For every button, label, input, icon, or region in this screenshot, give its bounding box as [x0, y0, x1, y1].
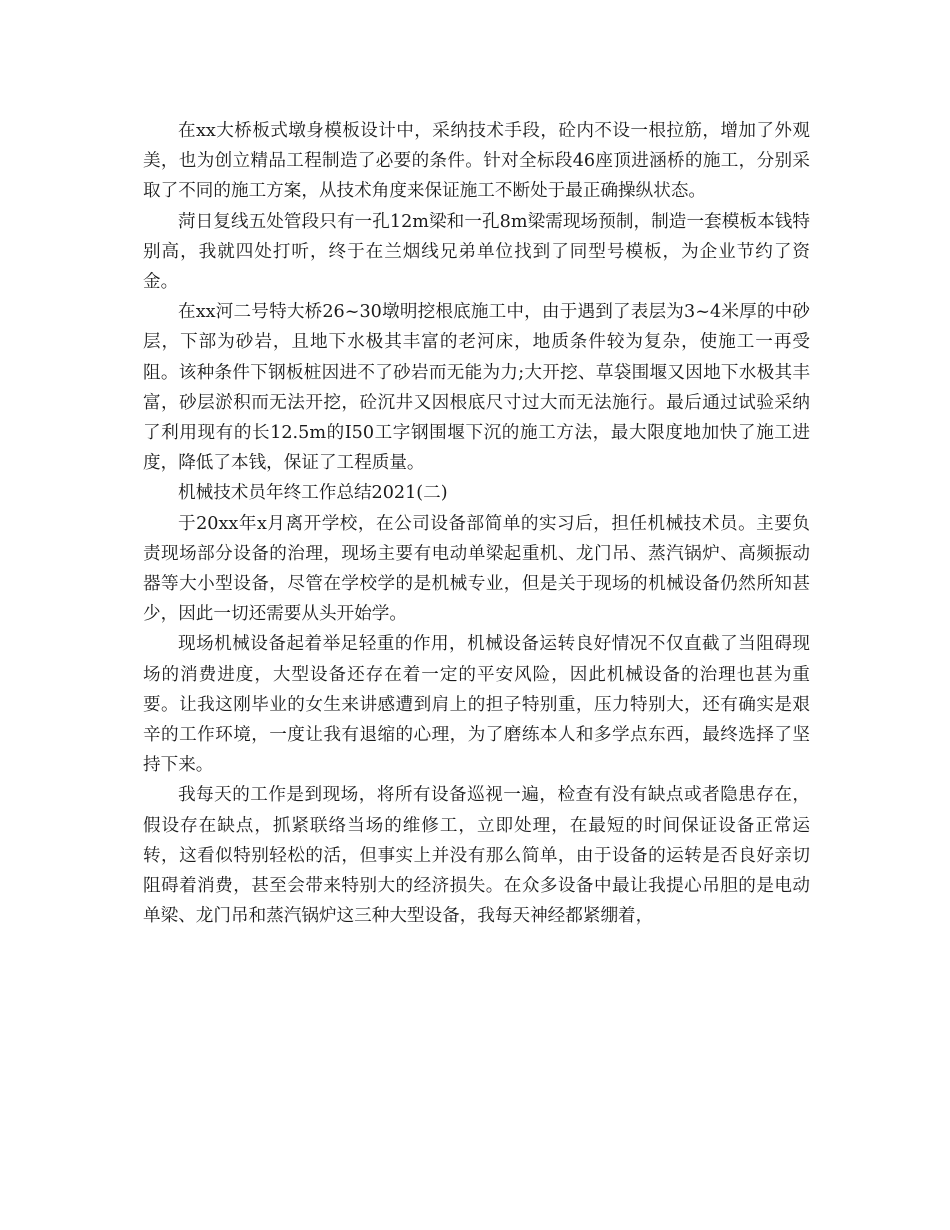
paragraph-foundation-construction: 在xx河二号特大桥26~30墩明挖根底施工中，由于遇到了表层为3~4米厚的中砂层，下部为砂岩，且地下水极其丰富的老河床，地质条件较为复杂，使施工一再受阻。该种条件下钢板桩因进不了砂岩而无能为力;大开挖、草袋围堰又因地下水极其丰富，砂层淤积而无法开挖，砼沉井又因根底尺寸过大而无法施行。最后通过试验采纳了利用现有的长12.5m的I50工字钢围堰下沉的施工方法，最大限度地加快了施工进度，降低了本钱，保证了工程质量。	[143, 302, 810, 474]
paragraph-bridge-formwork: 在xx大桥板式墩身模板设计中，采纳技术手段，砼内不设一根拉筋，增加了外观美，也为创立精品工程制造了必要的条件。针对全标段46座顶进涵桥的施工，分别采取了不同的施工方案，从技术角度来保证施工不断处于最正确操纵状态。	[143, 121, 810, 202]
paragraph-beam-template: 菏日复线五处管段只有一孔12m梁和一孔8m梁需现场预制，制造一套模板本钱特别高，我就四处打听，终于在兰烟线兄弟单位找到了同型号模板，为企业节约了资金。	[143, 211, 810, 293]
section-heading: 机械技术员年终工作总结2021(二)	[178, 483, 448, 504]
paragraph-daily-work: 我每天的工作是到现场，将所有设备巡视一遍，检查有没有缺点或者隐患存在，假设存在缺点，抓紧联络当场的维修工，立即处理，在最短的时间保证设备正常运转，这看似特别轻松的活，但事实上并没有那么简单，由于设备的运转是否良好亲切阻碍着消费，甚至会带来特别大的经济损失。在众多设备中最让我提心吊胆的是电动单梁、龙门吊和蒸汽锅炉这三种大型设备，我每天神经都紧绷着，	[143, 785, 810, 927]
document-body	[143, 116, 810, 931]
paragraph-job-intro: 于20xx年x月离开学校，在公司设备部简单的实习后，担任机械技术员。主要负责现场部分设备的治理，现场主要有电动单梁起重机、龙门吊、蒸汽锅炉、高频振动器等大小型设备，尽管在学校学的是机械专业，但是关于现场的机械设备仍然所知甚少，因此一切还需要从头开始学。	[143, 513, 810, 625]
paragraph-equipment-importance: 现场机械设备起着举足轻重的作用，机械设备运转良好情况不仅直截了当阻碍现场的消费进度，大型设备还存在着一定的平安风险，因此机械设备的治理也甚为重要。让我这刚毕业的女生来讲感遭到肩上的担子特别重，压力特别大，还有确实是艰辛的工作环境，一度让我有退缩的心理，为了磨练本人和多学点东西，最终选择了坚持下来。	[143, 634, 810, 776]
